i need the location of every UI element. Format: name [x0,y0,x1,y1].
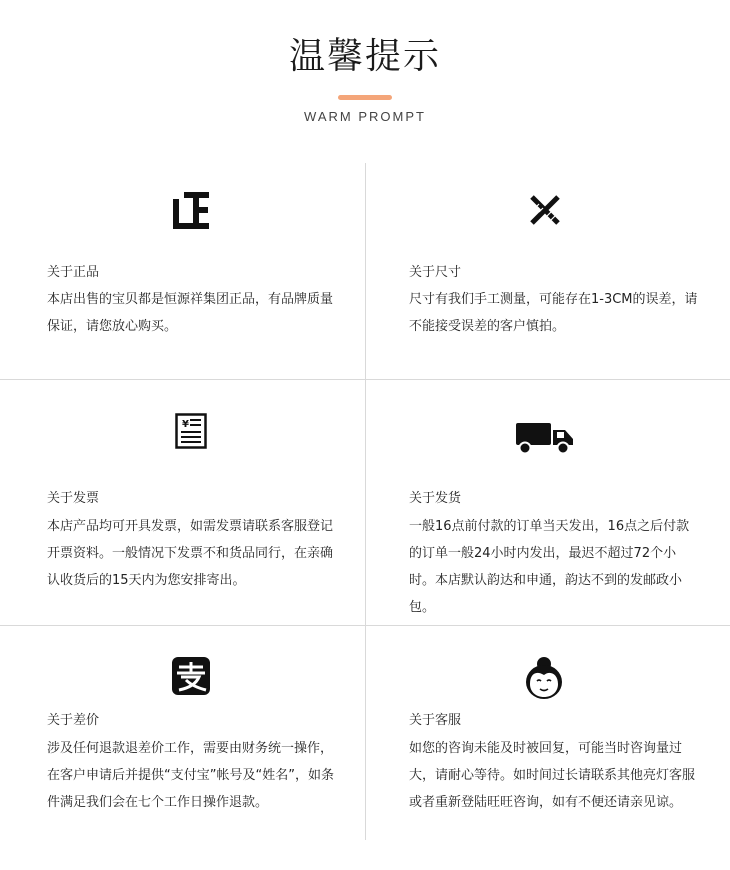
card-body: 尺寸有我们手工测量，可能存在1-3CM的误差，请不能接受误差的客户慎拍。 [409,292,698,334]
card-title: 关于差价 [47,713,100,728]
delivery-truck-icon [515,421,575,459]
alipay-icon [172,657,210,699]
card-title: 关于发货 [409,491,462,506]
svg-text:¥: ¥ [182,419,189,430]
card-title: 关于发票 [47,491,100,506]
row-divider-1 [0,379,730,380]
card-body: 本店出售的宝贝都是恒源祥集团正品，有品牌质量保证，请您放心购买。 [47,292,334,334]
row-divider-2 [0,625,730,626]
title-accent-bar [338,95,392,100]
column-divider [365,163,366,840]
card-body: 涉及任何退款退差价工作，需要由财务统一操作，在客户申请后并提供“支付宝”帐号及“姓名”，如条件满足我们会在七个工作日操作退款。 [47,741,334,810]
authentic-zheng-icon [173,192,209,233]
card-title: 关于尺寸 [409,265,462,280]
cross-ruler-icon [529,194,561,230]
card-body: 本店产品均可开具发票，如需发票请联系客服登记开票资料。一般情况下发票不和货品同行，在亲确认收货后的15天内为您安排寄出。 [47,519,334,588]
card-title: 关于正品 [47,265,100,280]
card-body: 一般16点前付款的订单当天发出，16点之后付款的订单一般24小时内发出，最迟不超过72个小时。本店默认韵达和申通，韵达不到的发邮政小包。 [409,519,690,615]
card-body: 如您的咨询未能及时被回复，可能当时咨询量过大，请耐心等待。如时间过长请联系其他亮灯客服或者重新登陆旺旺咨询，如有不便还请亲见谅。 [409,741,696,810]
customer-service-icon [524,656,564,704]
page-title: 温馨提示 [288,36,441,77]
card-title: 关于客服 [409,713,462,728]
invoice-icon [175,413,207,453]
page-subtitle: WARM PROMPT [304,109,426,124]
